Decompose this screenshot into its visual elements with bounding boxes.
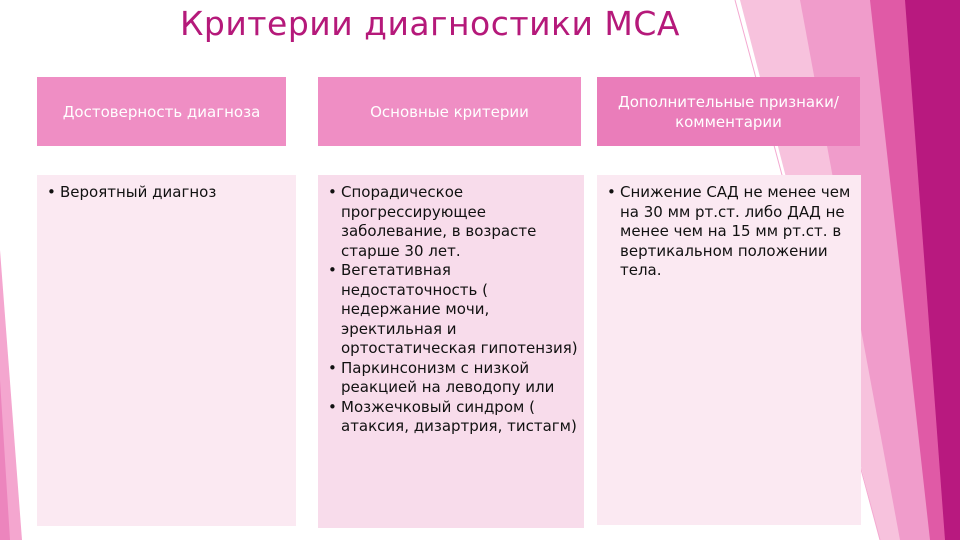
additional-signs-list — [605, 183, 855, 281]
header-main-criteria-label: Основные критерии — [370, 102, 529, 121]
header-main-criteria — [318, 77, 581, 146]
list-item: • Снижение САД не менее чем на 30 мм рт.ст. либо ДАД не менее чем на 15 мм рт.ст. в вертикальном положении тела. — [605, 183, 855, 281]
header-reliability — [37, 77, 286, 146]
reliability-list — [45, 183, 290, 203]
main-criteria-list — [326, 183, 578, 437]
slide-title: Критерии диагностики МСА — [179, 4, 681, 43]
list-item: • Спорадическое прогрессирующее заболевание, в возрасте старше 30 лет. — [326, 183, 578, 261]
list-item: • Мозжечковый синдром ( атаксия, дизартрия, тистагм) — [326, 398, 578, 437]
header-additional-signs-label: Дополнительные признаки/ комментарии — [618, 92, 839, 131]
column-additional-signs — [597, 175, 861, 525]
column-main-criteria — [318, 175, 584, 528]
column-reliability — [37, 175, 296, 526]
header-reliability-label: Достоверность диагноза — [62, 102, 261, 121]
list-item: • Паркинсонизм с низкой реакцией на леводопу или — [326, 359, 578, 398]
list-item: • Вегетативная недостаточность ( недержание мочи, эректильная и ортостатическая гипотензия) — [326, 261, 578, 359]
list-item: • Вероятный диагноз — [45, 183, 290, 203]
header-additional-signs — [597, 77, 860, 146]
